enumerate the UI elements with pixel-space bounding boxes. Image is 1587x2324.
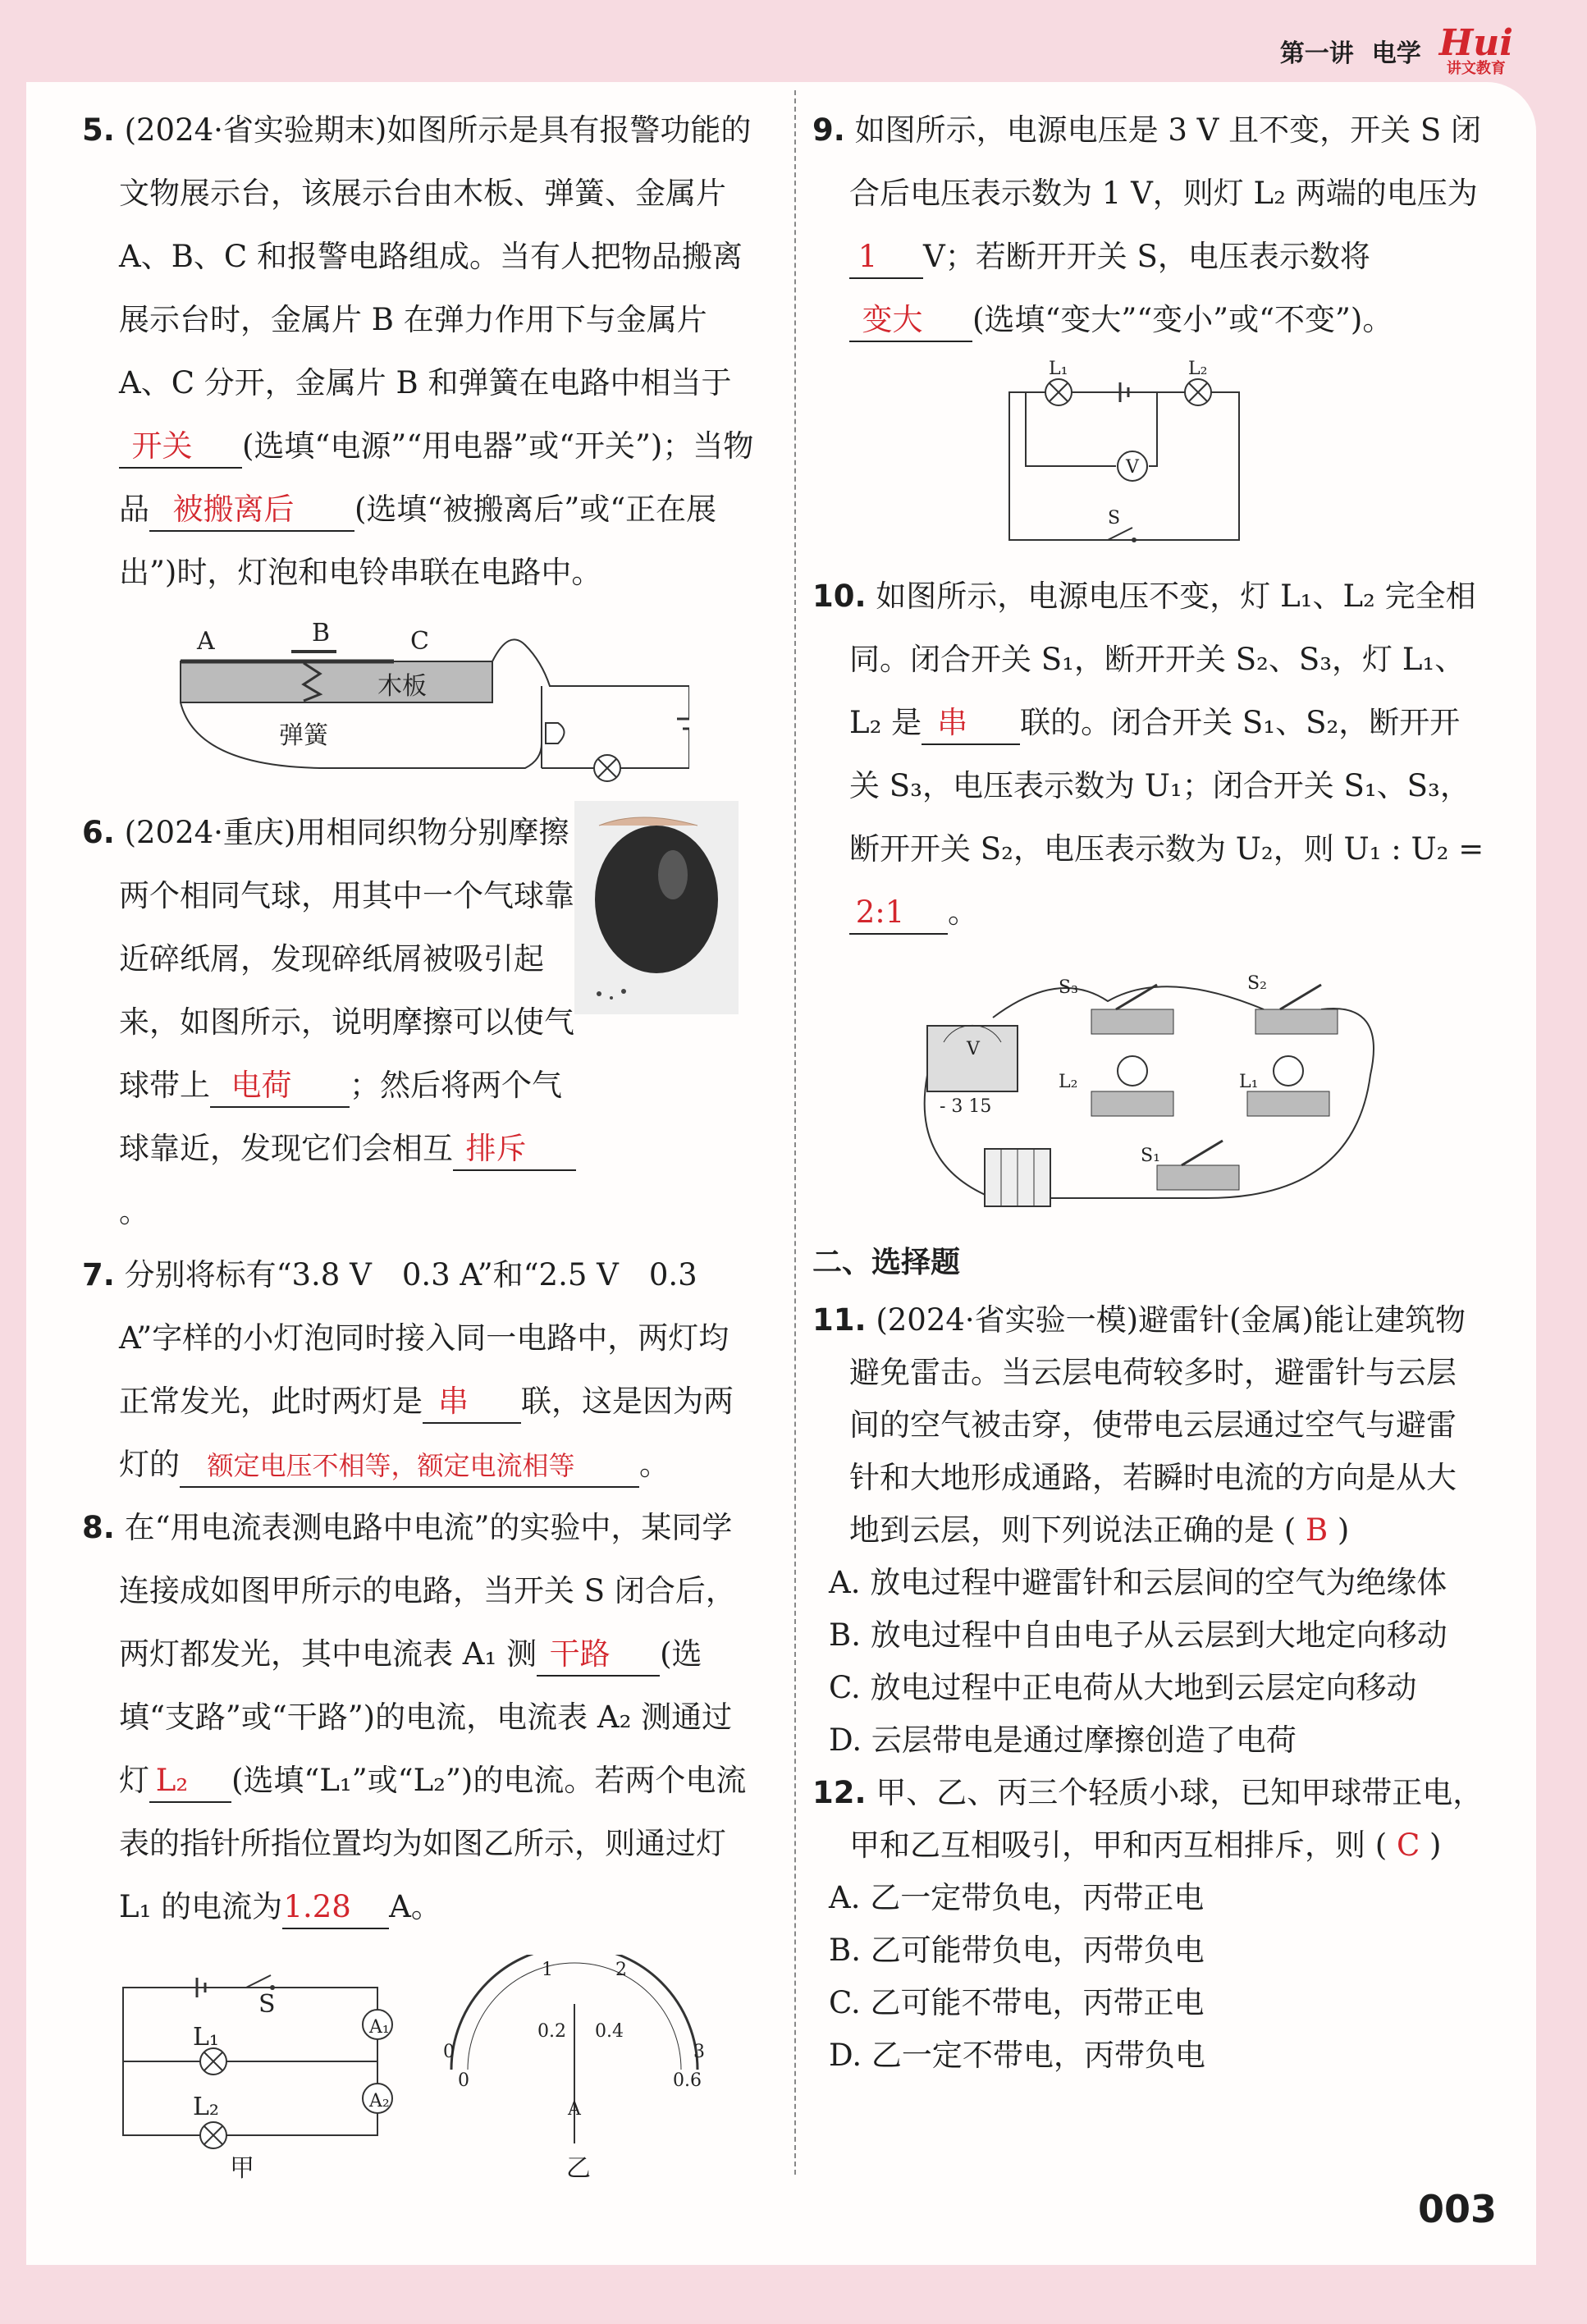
option-d: D. 乙一定不带电，丙带负电 <box>829 2038 1205 2073</box>
figure-q10-physical-circuit <box>894 952 1485 1223</box>
tick-0-2: 0.2 <box>537 2021 566 2042</box>
question-5 <box>82 98 755 604</box>
tick-0-top: 0 <box>443 2042 455 2062</box>
column-divider <box>794 90 796 2175</box>
label-s2: S₂ <box>1247 973 1267 994</box>
question-text: 在“用电流表测电路中电流”的实验中，某同学连接成如图甲所示的电路，当开关 S 闭合后，两灯都发光，其中电流表 A₁ 测 <box>119 1510 736 1672</box>
page-number: 003 <box>1417 2187 1497 2231</box>
question-9 <box>812 98 1485 351</box>
label-scale: - 3 15 <box>940 1096 992 1117</box>
question-text: 甲、乙、丙三个轻质小球，已知甲球带正电，甲和乙互相吸引，甲和丙互相排斥，则 <box>849 1775 1484 1863</box>
label-b: B <box>312 619 331 647</box>
label-board: 木板 <box>377 672 427 701</box>
question-text: 分别将标有“3.8 V 0.3 A”和“2.5 V 0.3 A”字样的小灯泡同时接入同一电路中，两灯均正常发光，此时两灯是 <box>119 1257 729 1419</box>
question-text: (选填“被搬离后”或“正在展出”)时，灯泡和电铃串联在电路中。 <box>119 492 717 590</box>
question-text: (2024·省实验期末)如图所示是具有报警功能的文物展示台，该展示台由木板、弹簧、金属片 A、B、C 和报警电路组成。当有人把物品搬离展示台时，金属片 B 在弹力作用下与金属片 A、C 分开，金属片 B 和弹簧在电路中相当于 <box>119 112 752 400</box>
question-number: 6. <box>82 815 115 850</box>
label-l2: L₂ <box>1059 1072 1078 1092</box>
answer-blank: L₂ <box>149 1760 231 1803</box>
question-10 <box>812 565 1485 944</box>
answer-blank: 排斥 <box>453 1128 576 1171</box>
question-text: 。 <box>119 1194 149 1229</box>
question-text: (选填“L₁”或“L₂”)的电流。若两个电流表的指针所指位置均为如图乙所示，则通过灯 L₁ 的电流为 <box>119 1763 747 1924</box>
label-s1: S₁ <box>1141 1146 1160 1166</box>
question-number: 5. <box>82 112 115 148</box>
q12-options <box>812 1872 1485 2082</box>
answer-blank: 变大 <box>849 300 972 342</box>
answer-blank: 串 <box>922 702 1020 745</box>
tick-1: 1 <box>542 1960 553 1980</box>
question-text: (2024·重庆)用相同织物分别摩擦两个相同气球，用其中一个气球靠近碎纸屑，发现碎纸屑被吸引起来，如图所示，说明摩擦可以使气球带上 <box>119 815 574 1103</box>
header-topic: 电学 <box>1371 39 1421 68</box>
question-text: 如图所示，电源电压不变，灯 L₁、L₂ 完全相同。闭合开关 S₁，断开开关 S₂、S₃，灯 L₁、L₂ 是 <box>849 579 1476 740</box>
figure-alarm-display-stand <box>164 612 755 793</box>
question-number: 11. <box>812 1302 867 1338</box>
tick-0-bottom: 0 <box>458 2070 469 2091</box>
tick-2: 2 <box>615 1960 627 1980</box>
label-s: S <box>1108 508 1121 528</box>
label-spring: 弹簧 <box>279 721 328 750</box>
label-l2: L₂ <box>193 2093 219 2121</box>
question-text: (选填“电源”“用电器”或“开关”)；当物品 <box>119 428 754 527</box>
label-s3: S₃ <box>1059 977 1078 998</box>
label-a: A <box>197 627 215 656</box>
answer-blank: 被搬离后 <box>149 489 354 532</box>
question-text: A。 <box>389 1889 441 1924</box>
answer-blank: 干路 <box>537 1634 660 1677</box>
question-11 <box>812 1294 1485 1557</box>
question-number: 7. <box>82 1257 115 1292</box>
caption-yi: 乙 <box>566 2154 591 2183</box>
option-b: B. 乙可能带负电，丙带负电 <box>829 1933 1205 1968</box>
page-header <box>1279 22 1513 77</box>
question-number: 9. <box>812 112 845 148</box>
balloon-photo <box>574 801 739 1014</box>
answer-blank: 串 <box>423 1381 521 1424</box>
tick-0-6: 0.6 <box>673 2070 702 2091</box>
label-v: V <box>1126 457 1139 478</box>
question-text: (选填“变大”“变小”或“不变”)。 <box>972 302 1393 337</box>
option-d: D. 云层带电是通过摩擦创造了电荷 <box>829 1722 1297 1758</box>
unit-a: A <box>568 2099 581 2120</box>
answer-paren: ( B ) <box>1283 1512 1350 1548</box>
tick-0-4: 0.4 <box>595 2021 624 2042</box>
question-text: 联，这是因为两灯的 <box>119 1384 734 1482</box>
option-c: C. 乙可能不带电，丙带正电 <box>829 1985 1205 2020</box>
publisher-logo: Hui <box>1438 22 1513 64</box>
q11-options <box>812 1557 1485 1767</box>
label-l1: L₁ <box>1049 359 1068 379</box>
question-7 <box>82 1243 755 1496</box>
label-a2: A₂ <box>369 2091 390 2111</box>
left-column <box>82 98 755 2193</box>
publisher-logo-subtitle: 讲文教育 <box>1446 60 1506 77</box>
question-6 <box>82 801 755 1243</box>
question-number: 8. <box>82 1510 115 1545</box>
question-8 <box>82 1496 755 1938</box>
label-l2: L₂ <box>1188 359 1208 379</box>
option-b: B. 放电过程中自由电子从云层到大地定向移动 <box>829 1617 1448 1653</box>
label-v: V <box>967 1039 980 1059</box>
answer-blank: 1 <box>849 236 923 279</box>
label-a1: A₁ <box>369 2017 390 2038</box>
answer-blank: 电荷 <box>210 1065 350 1108</box>
question-text: (2024·省实验一模)避雷针(金属)能让建筑物避免雷击。当云层电荷较多时，避雷针与云层间的空气被击穿，使带电云层通过空气与避雷针和大地形成通路，若瞬时电流的方向是从大地到云层，则下列说法正确的是 <box>849 1302 1466 1548</box>
label-s: S <box>258 1990 276 2019</box>
answer-blank: 2:1 <box>849 892 948 935</box>
question-text: 。 <box>639 1447 670 1482</box>
answer-choice: B <box>1305 1512 1329 1548</box>
question-number: 10. <box>812 579 867 614</box>
answer-choice: C <box>1396 1828 1420 1863</box>
option-c: C. 放电过程中正电荷从大地到云层定向移动 <box>829 1670 1417 1705</box>
tick-3: 3 <box>693 2042 705 2062</box>
label-l1: L₁ <box>193 2023 219 2052</box>
question-12 <box>812 1767 1485 1872</box>
answer-blank: 1.28 <box>282 1887 389 1929</box>
label-c: C <box>410 627 429 656</box>
question-text: (选填“支路”或“干路”)的电流，电流表 A₂ 测通过灯 <box>119 1636 733 1798</box>
option-a: A. 乙一定带负电，丙带正电 <box>829 1880 1205 1915</box>
answer-paren: ( C ) <box>1374 1828 1442 1863</box>
question-text: ；然后将两个气球靠近，发现它们会相互 <box>119 1068 562 1166</box>
answer-blank: 开关 <box>119 426 242 469</box>
right-column <box>812 98 1485 2082</box>
question-text: V；若断开开关 S，电压表示数将 <box>923 239 1370 274</box>
question-text: 如图所示，电源电压是 3 V 且不变，开关 S 闭合后电压表示数为 1 V，则灯 L₂ 两端的电压为 <box>849 112 1481 211</box>
section-heading: 二、选择题 <box>812 1246 961 1279</box>
figure-q8 <box>82 1955 755 2184</box>
caption-jia: 甲 <box>230 2154 254 2183</box>
question-number: 12. <box>812 1775 867 1810</box>
figure-q9-circuit <box>976 359 1485 556</box>
question-text: 。 <box>948 894 978 930</box>
option-a: A. 放电过程中避雷针和云层间的空气为绝缘体 <box>829 1565 1448 1600</box>
label-l1: L₁ <box>1239 1072 1259 1092</box>
header-lecture: 第一讲 <box>1279 39 1354 68</box>
answer-blank: 额定电压不相等，额定电流相等 <box>180 1445 639 1488</box>
question-text: 联的。闭合开关 S₁、S₂，断开开关 S₃，电压表示数为 U₁；闭合开关 S₁、S₃，断开开关 S₂，电压表示数为 U₂，则 U₁ : U₂ = <box>849 705 1484 867</box>
